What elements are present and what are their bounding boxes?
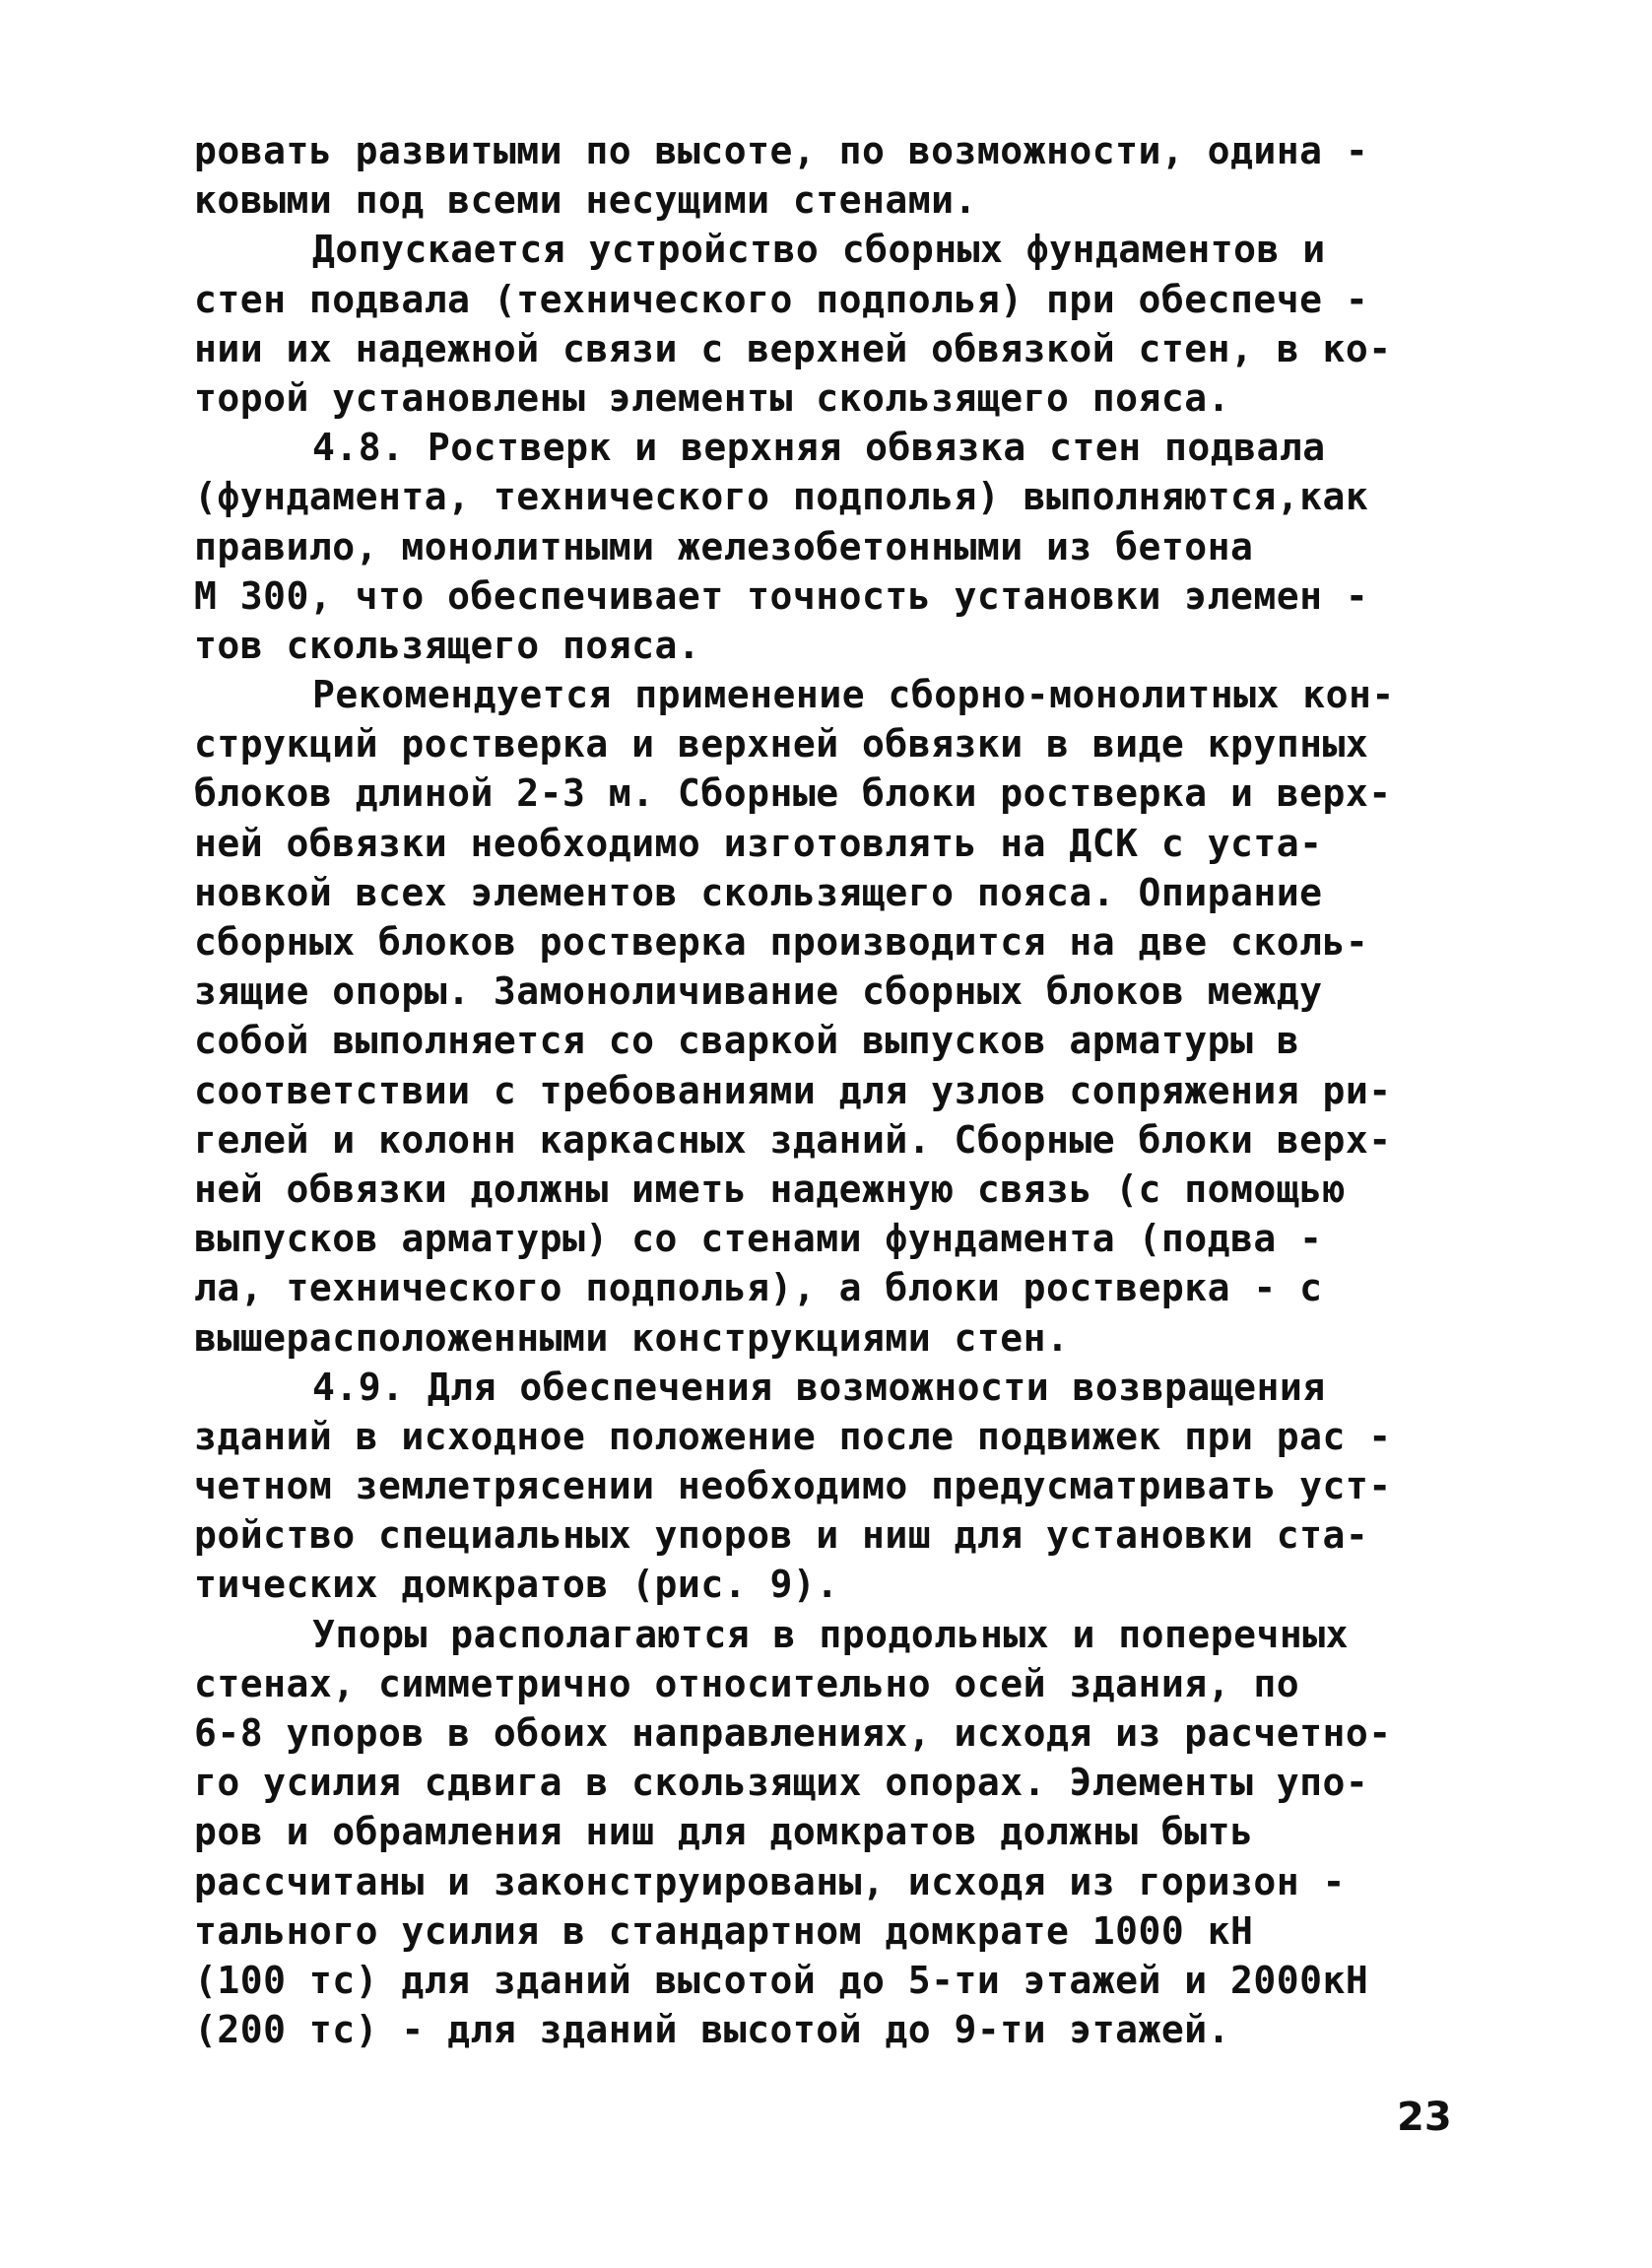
text-line: торой установлены элементы скользящего пояса. <box>194 375 1231 420</box>
text-line: ковыми под всеми несущими стенами. <box>194 178 977 223</box>
text-line: вышерасположенными конструкциями стен. <box>194 1315 1070 1360</box>
text-line: ровать развитыми по высоте, по возможности, одина - <box>194 129 1369 172</box>
page-number: 23 <box>1397 2095 1452 2140</box>
text-line: ней обвязки должны иметь надежную связь (с помощью <box>194 1167 1346 1211</box>
text-line: ней обвязки необходимо изготовлять на ДСК с уста- <box>194 821 1323 865</box>
text-line: М 300, что обеспечивает точность установки элемен - <box>194 573 1369 618</box>
text-line: (200 тс) - для зданий высотой до 9-ти этажей. <box>194 2008 1231 2052</box>
text-line: тических домкратов (рис. 9). <box>194 1563 839 1607</box>
text-line: собой выполняется со сваркой выпусков арматуры в <box>194 1019 1300 1063</box>
text-line: ла, технического подполья), а блоки ростверка - с <box>194 1266 1323 1310</box>
text-line: стенах, симметрично относительно осей здания, по <box>194 1661 1300 1705</box>
text-line: блоков длиной 2-3 м. Сборные блоки ростверка и верх- <box>194 771 1392 816</box>
text-line: четном землетрясении необходимо предусматривать уст- <box>194 1464 1392 1508</box>
text-line: Упоры располагаются в продольных и поперечных <box>312 1612 1350 1656</box>
text-line: 6-8 упоров в обоих направлениях, исходя из расчетно- <box>194 1711 1392 1755</box>
text-line: соответствии с требованиями для узлов сопряжения ри- <box>194 1068 1392 1112</box>
text-line: стен подвала (технического подполья) при обеспече - <box>194 277 1369 321</box>
text-line: го усилия сдвига в скользящих опорах. Элементы упо- <box>194 1761 1369 1805</box>
text-line: новкой всех элементов скользящего пояса. Опирание <box>194 870 1323 914</box>
text-line: струкций ростверка и верхней обвязки в виде крупных <box>194 722 1369 767</box>
text-line: Рекомендуется применение сборно-монолитных кон- <box>312 673 1395 717</box>
text-line: сборных блоков ростверка производится на две сколь- <box>194 920 1369 964</box>
text-line: ройство специальных упоров и ниш для установки ста- <box>194 1513 1369 1558</box>
text-line: выпусков арматуры) со стенами фундамента (подва - <box>194 1217 1323 1261</box>
text-line: нии их надежной связи с верхней обвязкой стен, в ко- <box>194 326 1392 370</box>
text-line: ров и обрамления ниш для домкратов должны быть <box>194 1810 1254 1854</box>
text-line: правило, монолитными железобетонными из бетона <box>194 524 1254 568</box>
text-line: гелей и колонн каркасных зданий. Сборные блоки верх- <box>194 1117 1392 1162</box>
text-line: зящие опоры. Замоноличивание сборных блоков между <box>194 969 1323 1014</box>
text-line: тального усилия в стандартном домкрате 1000 кН <box>194 1908 1254 1953</box>
text-line: (100 тс) для зданий высотой до 5-ти этажей и 2000кН <box>194 1958 1369 2002</box>
text-line: (фундамента, технического подполья) выполняются,как <box>194 475 1369 519</box>
body-text <box>194 126 1465 2054</box>
text-line: 4.8. Ростверк и верхняя обвязка стен подвала <box>312 426 1326 470</box>
text-line: рассчитаны и законструированы, исходя из горизон - <box>194 1859 1346 1903</box>
text-line: Допускается устройство сборных фундаментов и <box>312 228 1326 272</box>
text-line: зданий в исходное положение после подвижек при рас - <box>194 1414 1392 1458</box>
text-line: тов скользящего пояса. <box>194 623 701 667</box>
text-line: 4.9. Для обеспечения возможности возвращения <box>312 1365 1326 1409</box>
